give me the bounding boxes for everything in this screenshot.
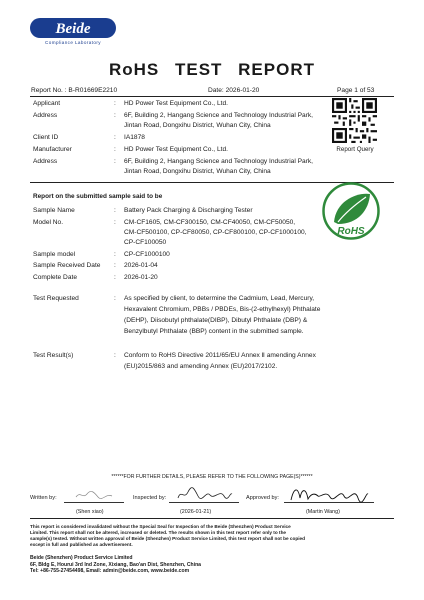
applicant-address-line-2: Jintan Road, Dongxihu District, Wuhan City, China [124, 122, 271, 129]
complete-date-label: Complete Date [33, 274, 77, 281]
test-requested-line: As specified by client, to determine the Cadmium, Lead, Mercury, [124, 295, 315, 302]
further-details-note: ******FOR FURTHER DETAILS, PLEASE REFER TO THE FOLLOWING PAGE(S)****** [111, 474, 313, 480]
sample-received-date-value: 2026-01-04 [124, 262, 158, 269]
client-id-value: IA1878 [124, 134, 145, 141]
model-no-label: Model No. [33, 219, 64, 226]
colon: : [114, 207, 116, 214]
manufacturer-label: Manufacturer [33, 146, 72, 153]
sample-section-heading: Report on the submitted sample said to be [33, 193, 163, 200]
sample-model-label: Sample model [33, 251, 76, 258]
manufacturer-address-line-2: Jintan Road, Dongxihu District, Wuhan City, China [124, 168, 271, 175]
logo-subtitle: Compliance Laboratory [45, 40, 101, 45]
manufacturer-name: HD Power Test Equipment Co., Ltd. [124, 146, 228, 153]
colon: : [114, 146, 116, 153]
colon: : [114, 134, 116, 141]
sample-received-date-label: Sample Received Date [33, 262, 101, 269]
inspected-by-label: Inspected by: [133, 495, 167, 501]
rohs-badge-text: RoHS [337, 226, 365, 237]
report-query-caption: Report Query [336, 146, 374, 153]
test-requested-label: Test Requested [33, 295, 79, 302]
model-line: CP-CF100050 [124, 239, 167, 246]
page-title: RoHS TEST REPORT [108, 60, 315, 79]
report-query-qr-code[interactable] [332, 98, 377, 143]
manufacturer-address-line-1: 6F, Building 2, Hangang Science and Technology Industrial Park, [124, 158, 314, 165]
logo-brand-text: Beide [55, 21, 91, 37]
written-by-signature [74, 489, 114, 501]
colon: : [114, 219, 116, 226]
test-requested-line: Hexavalent Chromium, PBBs / PBDEs, Bis-(2-ethylhexyl) Phthalate [124, 306, 321, 313]
company-address: 6F, Bldg E, Hourui 3rd Ind Zone, Xixiang, Bao'an Dist, Shenzhen, China [30, 561, 202, 568]
divider-bottom [30, 518, 394, 519]
company-contact[interactable]: Tel: +86-755-27454498, Email: admin@beide.com, www.beide.com [30, 568, 190, 575]
colon: : [114, 262, 116, 269]
inspected-by-line [169, 502, 239, 503]
colon: : [114, 274, 116, 281]
model-line: CM-CF500100, CP-CF80050, CP-CF800100, CP-CF1000100, [124, 229, 307, 236]
complete-date-value: 2026-01-20 [124, 274, 158, 281]
sample-model-value: CP-CF1000100 [124, 251, 170, 258]
applicant-name: HD Power Test Equipment Co., Ltd. [124, 100, 228, 107]
applicant-address-line-1: 6F, Building 2, Hangang Science and Technology Industrial Park, [124, 112, 314, 119]
colon: : [114, 295, 116, 302]
rohs-badge [322, 182, 380, 240]
approved-by-name: (Martin Wang) [306, 509, 340, 515]
written-by-name: (Shen xiao) [76, 509, 104, 515]
client-id-label: Client ID [33, 134, 59, 141]
test-requested-line: Benzylbutyl Phthalate (BBP) content in the submitted sample. [124, 328, 304, 335]
test-results-line: Conform to RoHS Directive 2011/65/EU Annex Ⅱ amending Annex [124, 352, 316, 359]
test-requested-line: (DEHP), Diisobutyl phthalate(DIBP), Dibutyl Phthalate (DBP) & [124, 317, 308, 324]
colon: : [114, 352, 116, 359]
test-results-label: Test Result(s) [33, 352, 74, 359]
divider-top [30, 96, 394, 97]
manufacturer-address-label: Address [33, 158, 58, 165]
beide-logo [30, 16, 116, 50]
applicant-label: Applicant [33, 100, 61, 107]
sample-name-label: Sample Name [33, 207, 75, 214]
colon: : [114, 100, 116, 107]
test-results-line: (EU)2015/863 and amending Annex (EU)2017/2102. [124, 363, 278, 370]
disclaimer-line: Limited. This report shall not be altered, increased or deleted. The results shown in this test report refer only to the [30, 529, 287, 535]
colon: : [114, 251, 116, 258]
disclaimer-line: sample(s) tested. Without written approval of Beide (Shenzhen) Product Service Limited, this test report shall not be copied [30, 535, 305, 541]
inspected-by-signature [176, 486, 234, 502]
written-by-label: Written by: [30, 495, 57, 501]
written-by-line [64, 502, 124, 503]
page-number: Page 1 of 53 [337, 87, 375, 94]
disclaimer [30, 524, 394, 548]
beide-logo-mark [30, 16, 116, 40]
disclaimer-line: except in full and published as advertisement. [30, 541, 133, 547]
colon: : [114, 112, 116, 119]
report-date: Date: 2026-01-20 [208, 87, 260, 94]
colon: : [114, 158, 116, 165]
inspected-by-date: (2026-01-21) [180, 509, 212, 515]
company-name: Beide (Shenzhen) Product Service Limited [30, 555, 133, 561]
disclaimer-line: This report is considered invalidated without the Special Seal for Inspection of the Beide (Shenzhen) Product Service [30, 524, 291, 529]
model-line: CM-CF1605, CM-CF300150, CM-CF40050, CM-CF50050, [124, 219, 296, 226]
company-footer [30, 555, 394, 575]
report-number: Report No. : B-R01669E2210 [31, 87, 118, 94]
approved-by-signature [288, 484, 370, 504]
sample-name-value: Battery Pack Charging & Discharging Tester [124, 207, 253, 214]
approved-by-label: Approved by: [246, 495, 279, 501]
applicant-address-label: Address [33, 112, 58, 119]
